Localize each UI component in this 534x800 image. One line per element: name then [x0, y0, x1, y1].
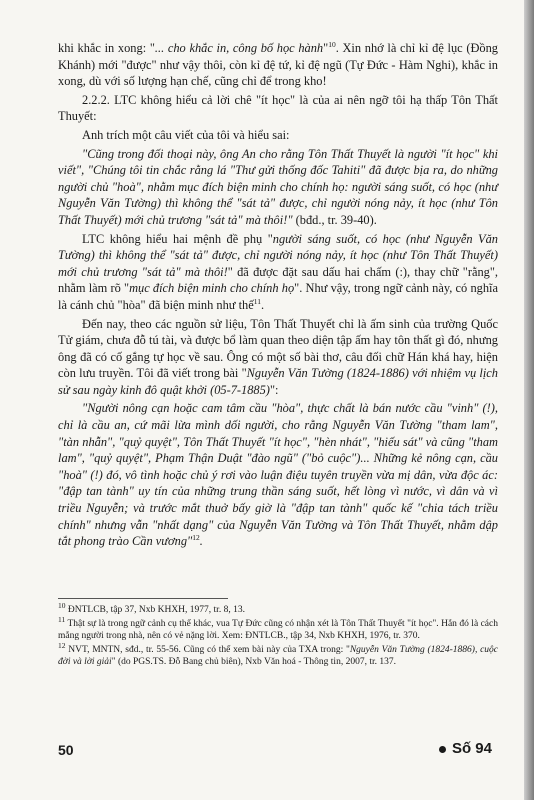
main-text — [58, 40, 498, 552]
page-edge-shadow — [524, 0, 534, 800]
quote-citation: (bđd., tr. 39-40). — [292, 212, 377, 227]
paragraph-1: khi khắc in xong: "... cho khắc in, công bố học hành"$^{10}$. Xin nhớ là chỉ kỉ đệ lục (Đồng Khánh) mới "được" như vậy thôi, còn kỉ đệ tứ, kỉ đệ ngũ (Tự Đức - Hàm Nghi), khắc in xong, dù với số lượng hạn chế, cũng chỉ để trong kho! — [58, 39, 499, 89]
paragraph-section-heading: 2.2.2. LTC không hiểu cả lời chê "ít học" là của ai nên ngỡ tôi hạ thấp Tôn Thất Thuyết: — [58, 92, 498, 124]
issue-label — [439, 740, 492, 757]
block-quote-2: "Người nông cạn hoặc cam tâm cầu "hòa", thực chất là bán nước cầu "vinh" (!), chỉ là cầu an, cứ mãi lừa mình dối người, cho rằng Nguyễn Văn Tường "tham lam", "tàn nhẫn", "quỷ quyệt", Tôn Thất Thuyết "ít học", "hèn nhát", "hiếu sát" và cũng "tham lam", "quỷ quyệt", Phạm Thận Duật "đào ngũ" ("bỏ cuộc")... Những kẻ nông cạn, cầu "hoà" (!) đó, vô tình hoặc chủ ý rơi vào luận điệu tuyên truyền vừa mị dân, vừa độc ác: "đập tan tành" uy tín của những trung thần sáng suốt, hết lòng vì nước, vì dân và vì triều Nguyễn; và trước mắt thuở bấy giờ là "đập tan tành" quốc kế "chia tách triều chính" nhưng vẫn "nhất dạng" của Nguyễn Văn Tường và Tôn Thất Thuyết, nhằm dập tắt phong trào Cần vương"$^{12}$. — [58, 401, 498, 549]
paragraph-6: Đến nay, theo các nguồn sử liệu, Tôn Thất Thuyết chỉ là ấm sinh của trường Quốc Tử giám, chưa đỗ tú tài, và được bổ làm quan theo diện tập ấm hay tôn thất gì đó, nhưng ông đã có cố gắng tự học về sau. Ông có một số bài thơ, câu đối chữ Hán khá hay, hiện còn lưu truyền. Tôi đã viết trong bài "Nguyễn Văn Tường (1824-1886) với nhiệm vụ lịch sử sau ngày kinh đô quật khởi (05-7-1885)": — [58, 316, 498, 397]
footnote-ref-12[interactable]: 12 — [192, 533, 200, 543]
footnote-ref-10[interactable]: 10 — [328, 39, 336, 49]
footnote-11: $^{11}$ Thật sự là trong ngữ cảnh cụ thể khác, vua Tự Đức cũng có nhận xét là Tôn Thất Thuyết "ít học". Hắn đó là cách mắng người trong nhà, nên có vẻ nặng lời. Xem: ĐNTLCB., tập 34, Nxb KHXH, 1976, tr. 370. — [58, 614, 498, 641]
footnote-divider — [58, 598, 228, 599]
footnotes — [58, 600, 498, 670]
bullet-dot-icon — [439, 746, 446, 753]
paragraph-3: Anh trích một câu viết của tôi và hiểu sai: — [82, 127, 290, 142]
paragraph-5: LTC không hiểu hai mệnh đề phụ "người sáng suốt, có học (như Nguyễn Văn Tường) thì không thể "sát tả" được, chỉ người nóng nảy, ít học (như Tôn Thất Thuyết) mới chủ trương "sát tả" mà thôi!" đã được đặt sau dấu hai chấm (:), thay chữ "rằng", nhằm làm rõ "mục đích biện minh cho chính họ". Như vậy, trong ngữ cảnh này, có nghĩa là cánh chủ "hòa" đã biện minh như thế$^{11}$. — [58, 231, 499, 312]
block-quote-1: "Cũng trong đối thoại này, ông An cho rằng Tôn Thất Thuyết là người "ít học" khi viết", "Chúng tôi tin chắc rằng lá "Thư gửi thống đốc Tahiti" đã được bịa ra, do những người chủ "hoà", nhằm mục đích biện minh cho chính họ: người sáng suốt, có học (như Nguyễn Văn Tường) thì không thể "sát tả" được, chỉ người nóng nảy, ít học (như Tôn Thất Thuyết) mới chủ trương "sát tả" mà thôi!" (bđd., tr. 39-40). — [58, 146, 498, 227]
footnote-ref-11[interactable]: 11 — [253, 296, 261, 306]
quote-inline: ... cho khắc in, công bố học hành — [154, 41, 324, 55]
issue-number: Số 94 — [451, 740, 492, 757]
footnote-10: $^{10}$ ĐNTLCB, tập 37, Nxb KHXH, 1977, tr. 8, 13. — [58, 600, 245, 615]
page-number: 50 — [58, 742, 74, 758]
footnote-12: $^{12}$ NVT, MNTN, sđd., tr. 55-56. Cũng có thể xem bài này của TXA trong: "Nguyễn Văn Tường (1824-1886), cuộc đời và lời giải" (do PGS.TS. Đỗ Bang chủ biên), Nxb Văn hoá - Thông tin, 2007, tr. 137. — [58, 640, 498, 667]
